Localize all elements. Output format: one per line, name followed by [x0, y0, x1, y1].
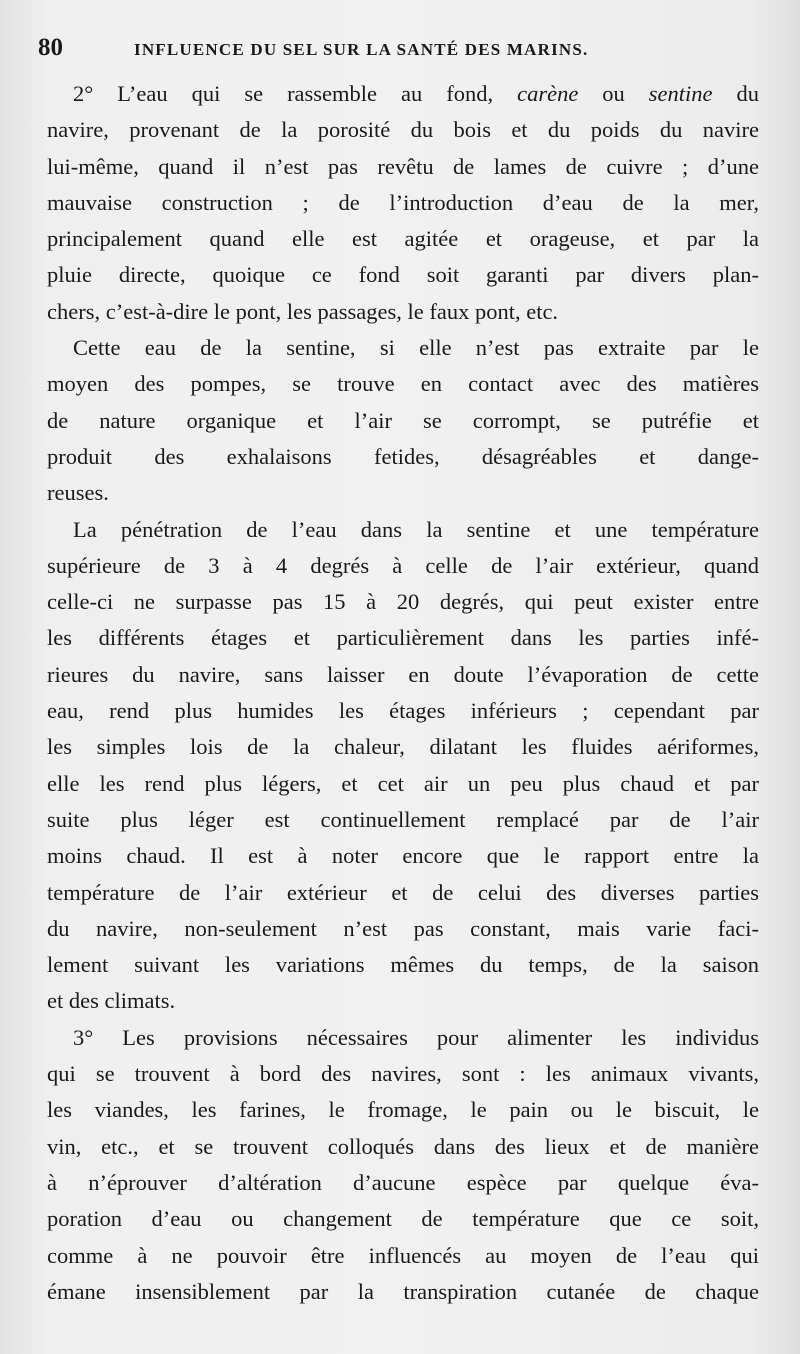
text-line: les différents étages et particulièrement dans les parties infé-: [47, 625, 759, 651]
text-line: chers, c’est-à-dire le pont, les passages, le faux pont, etc.: [47, 298, 559, 324]
text-line: de nature organique et l’air se corrompt, se putréfie et: [47, 407, 759, 433]
text-line: mauvaise construction ; de l’introduction d’eau de la mer,: [47, 189, 759, 215]
running-title: INFLUENCE DU SEL SUR LA SANTÉ DES MARINS.: [134, 40, 589, 59]
text-line: du navire, non-seulement n’est pas constant, mais varie faci-: [47, 915, 759, 941]
page-number: 80: [38, 34, 63, 61]
text-line: principalement quand elle est agitée et orageuse, et par la: [47, 226, 759, 252]
text-line: La pénétration de l’eau dans la sentine et une température: [73, 516, 759, 542]
text-line: pluie directe, quoique ce fond soit garanti par divers plan-: [47, 262, 759, 288]
text-line: émane insensiblement par la transpiration cutanée de chaque: [47, 1278, 759, 1304]
text-line: lui-même, quand il n’est pas revêtu de lames de cuivre ; d’une: [47, 153, 759, 179]
text-line: à n’éprouver d’altération d’aucune espèce par quelque éva-: [47, 1169, 759, 1195]
text-line: moyen des pompes, se trouve en contact avec des matières: [47, 371, 759, 397]
text-line: comme à ne pouvoir être influencés au moyen de l’eau qui: [47, 1242, 759, 1268]
page-body: [47, 76, 759, 1310]
text-line: les simples lois de la chaleur, dilatant les fluides aériformes,: [47, 734, 759, 760]
text-line: vin, etc., et se trouvent colloqués dans des lieux et de manière: [47, 1133, 759, 1159]
text-line: supérieure de 3 à 4 degrés à celle de l’air extérieur, quand: [47, 552, 759, 578]
text-line: celle-ci ne surpasse pas 15 à 20 degrés, qui peut exister entre: [47, 589, 759, 615]
text-line: rieures du navire, sans laisser en doute l’évaporation de cette: [47, 661, 759, 687]
text-line: reuses.: [47, 480, 109, 506]
text-line: poration d’eau ou changement de température que ce soit,: [47, 1206, 759, 1232]
text-line: suite plus léger est continuellement remplacé par de l’air: [47, 806, 759, 832]
text-line: elle les rend plus légers, et cet air un peu plus chaud et par: [47, 770, 759, 796]
text-line: 3° Les provisions nécessaires pour alimenter les individus: [73, 1024, 759, 1050]
text-line: qui se trouvent à bord des navires, sont : les animaux vivants,: [47, 1061, 759, 1087]
text-line: et des climats.: [47, 988, 176, 1014]
text-line: moins chaud. Il est à noter encore que le rapport entre la: [47, 843, 759, 869]
text-line: lement suivant les variations mêmes du temps, de la saison: [47, 952, 759, 978]
text-line: 2° L’eau qui se rassemble au fond, carène ou sentine du: [73, 81, 759, 106]
text-line: Cette eau de la sentine, si elle n’est pas extraite par le: [73, 335, 759, 361]
text-line: les viandes, les farines, le fromage, le pain ou le biscuit, le: [47, 1097, 759, 1123]
text-line: produit des exhalaisons fetides, désagréables et dange-: [47, 443, 759, 469]
page-header: [38, 34, 758, 68]
text-line: navire, provenant de la porosité du bois et du poids du navire: [47, 117, 759, 143]
text-line: température de l’air extérieur et de celui des diverses parties: [47, 879, 759, 905]
text-line: eau, rend plus humides les étages inférieurs ; cependant par: [47, 698, 759, 724]
